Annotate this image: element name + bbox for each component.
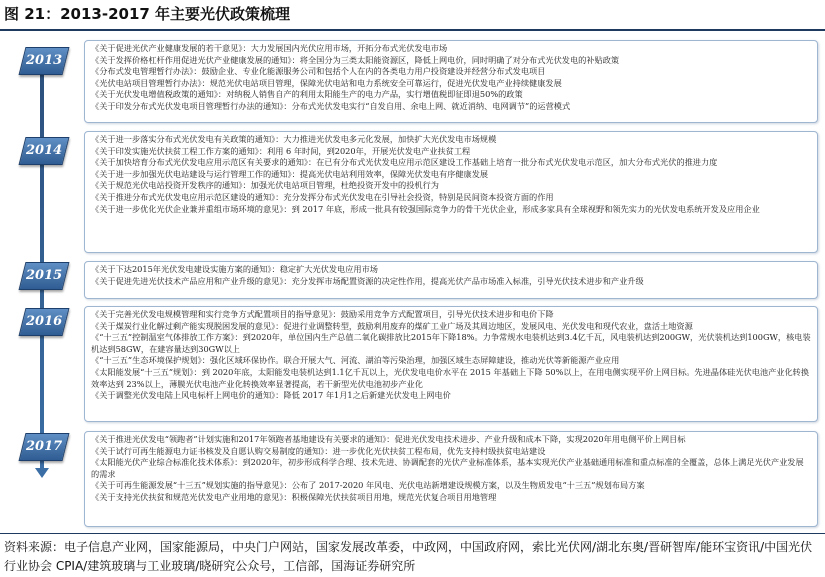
policy-box-2013 bbox=[84, 40, 818, 123]
policy-item: 《关于完善光伏发电规模管理和实行竞争方式配置项目的指导意见》：鼓励采用竞争方式配置项目，引导光伏技术进步和电价下降 bbox=[91, 309, 554, 319]
policy-box-2016 bbox=[84, 306, 818, 422]
year-badge-2015: 2015 bbox=[19, 262, 70, 290]
policy-item: 《关于煤炭行业化解过剩产能实现脱困发展的意见》：促进行业调整转型，鼓励利用废弃的煤矿工业广场及其周边地区，发展风电、光伏发电和现代农业，盘活土地资源 bbox=[91, 320, 693, 331]
timeline-arrow-icon bbox=[35, 468, 49, 478]
year-badge-2016: 2016 bbox=[19, 308, 70, 336]
policy-item: 《关于调整光伏发电陆上风电标杆上网电价的通知》：降低 2017 年1月1之后新建光伏发电上网电价 bbox=[91, 390, 451, 401]
policy-item: 《关于试行可再生能源电力证书核发及自愿认购交易制度的通知》：进一步优化光伏扶贫工程布局，优先支持村级扶贫电站建设 bbox=[91, 445, 546, 456]
policy-item: 《关于进一步优化光伏企业兼并重组市场环境的意见》：到 2017 年底，形成一批具有较强国际竞争力的骨干光伏企业，形成多家具有全球视野和领先实力的光伏发电系统开发及应用企业 bbox=[91, 203, 760, 214]
policy-box-2015 bbox=[84, 261, 818, 299]
policy-item: 《关于促进先进光伏技术产品应用和产业升级的意见》：充分发挥市场配置资源的决定性作用，提高光伏产品市场准入标准，引导光伏技术进步和产业升级 bbox=[91, 275, 644, 286]
policy-item: 《太阳能发展“十三五”规划》：到 2020年底，太阳能发电装机达到1.1亿千瓦以上，光伏发电电价水平在 2015 年基础上下降 50%以上，在用电侧实现平价上网目标。先进晶体硅光伏电池产业化转换效率达到 23%以上，薄膜光伏电池产业化转换效率显著提高，若干新型光伏电池初步产业化 bbox=[91, 366, 810, 389]
policy-item: 《关于促进光伏产业健康发展的若干意见》：大力发展国内光伏应用市场，开拓分布式光伏发电市场 bbox=[91, 43, 448, 53]
policy-item: 《关于发挥价格杠杆作用促进光伏产业健康发展的通知》：将全国分为三类太阳能资源区，降低上网电价，同时明确了对分布式光伏发电的补贴政策 bbox=[91, 54, 620, 65]
policy-item: 《关于下达2015年光伏发电建设实施方案的通知》：稳定扩大光伏发电应用市场 bbox=[91, 264, 378, 274]
policy-item: 《分布式发电管理暂行办法》：鼓励企业、专业化能源服务公司和包括个人在内的各类电力用户投资建设并经营分布式发电项目 bbox=[91, 66, 546, 77]
year-badge-2014: 2014 bbox=[19, 137, 70, 165]
policy-item: 《关于规范光伏电站投资开发秩序的通知》：加强光伏电站项目管理，杜绝投资开发中的投机行为 bbox=[91, 180, 439, 191]
policy-item: 《关于推进光伏发电“领跑者”计划实施和2017年领跑者基地建设有关要求的通知》：促进光伏发电技术进步、产业升级和成本下降，实现2020年用电侧平价上网目标 bbox=[91, 434, 686, 444]
source-rule bbox=[0, 533, 825, 534]
policy-item: 《关于支持光伏扶贫和规范光伏发电产业用地的意见》：积极保障光伏扶贫项目用地，规范光伏复合项目用地管理 bbox=[91, 491, 497, 502]
figure-title: 图 21：2013-2017 年主要光伏政策梳理 bbox=[4, 5, 291, 23]
source-note: 资料来源：电子信息产业网，国家能源局，中央门户网站，国家发展改革委，中政网，中国政府网，索比光伏网/湖北东奥/晋研智库/能环宝资讯/中国光伏行业协会 CPIA/建筑玻璃与工业玻璃/晓研究公众号，工信部，国海证券研究所 bbox=[4, 540, 813, 573]
policy-item: 《太阳能光伏产业综合标准化技术体系》：到2020年，初步形成科学合理、技术先进、协调配套的光伏产业标准体系，基本实现光伏产业基础通用标准和重点标准的全覆盖，总体上满足光伏产业发展的需求 bbox=[91, 457, 804, 479]
policy-item: 《关于进一步落实分布式光伏发电有关政策的通知》：大力推进光伏发电多元化发展，加快扩大光伏发电市场规模 bbox=[91, 134, 497, 144]
year-badge-2017: 2017 bbox=[19, 433, 70, 461]
policy-item: 《关于光伏发电增值税政策的通知》：对纳税人销售自产的利用太阳能生产的电力产品，实行增值税即征即退50%的政策 bbox=[91, 89, 523, 100]
policy-item: 《关于加快培育分布式光伏发电应用示范区有关要求的通知》：在已有分布式光伏发电应用示范区建设工作基础上培育一批分布式光伏发电示范区，加大分布式光伏的推进力度 bbox=[91, 157, 718, 168]
policy-item: 《关于印发实施光伏扶贫工程工作方案的通知》：利用 6 年时间，到2020年，开展光伏发电产业扶贫工程 bbox=[91, 145, 471, 156]
policy-item: 《光伏电站项目管理暂行办法》：规范光伏电站项目管理，保障光伏电站和电力系统安全可靠运行，促进光伏发电产业持续健康发展 bbox=[91, 77, 562, 88]
policy-box-2014 bbox=[84, 131, 818, 253]
policy-item: 《“十三五”控制温室气体排放工作方案》：到2020年，单位国内生产总值二氧化碳排放比2015年下降18%。力争常规水电装机达到3.4亿千瓦，风电装机达到200GW，光伏装机达到100GW，核电装机达到58GW，在建容量达到30GW以上 bbox=[91, 332, 811, 354]
policy-item: 《关于印发分布式光伏发电项目管理暂行办法的通知》：分布式光伏发电实行“自发自用、余电上网、就近消纳、电网调节”的运营模式 bbox=[91, 100, 571, 111]
policy-item: 《关于推进分布式光伏发电应用示范区建设的通知》：充分发挥分布式光伏发电在引导社会投资，特别是民间资本投资方面的作用 bbox=[91, 191, 554, 202]
timeline-line bbox=[40, 50, 44, 470]
policy-item: 《关于进一步加强光伏电站建设与运行管理工作的通知》：提高光伏电站利用效率，保障光伏发电有序健康发展 bbox=[91, 168, 489, 179]
title-rule bbox=[0, 29, 825, 31]
policy-box-2017 bbox=[84, 431, 818, 527]
policy-item: 《关于可再生能源发展“十三五”规划实施的指导意见》：公布了 2017-2020 年风电、光伏电站新增建设规模方案，以及生物质发电“十三五”规划布局方案 bbox=[91, 480, 645, 491]
policy-item: 《“十三五”生态环境保护规划》：强化区域环保协作。联合开展大气、河流、湖泊等污染治理，加强区域生态屏障建设，推动光伏等新能源产业应用 bbox=[91, 355, 620, 366]
year-badge-2013: 2013 bbox=[19, 47, 70, 75]
